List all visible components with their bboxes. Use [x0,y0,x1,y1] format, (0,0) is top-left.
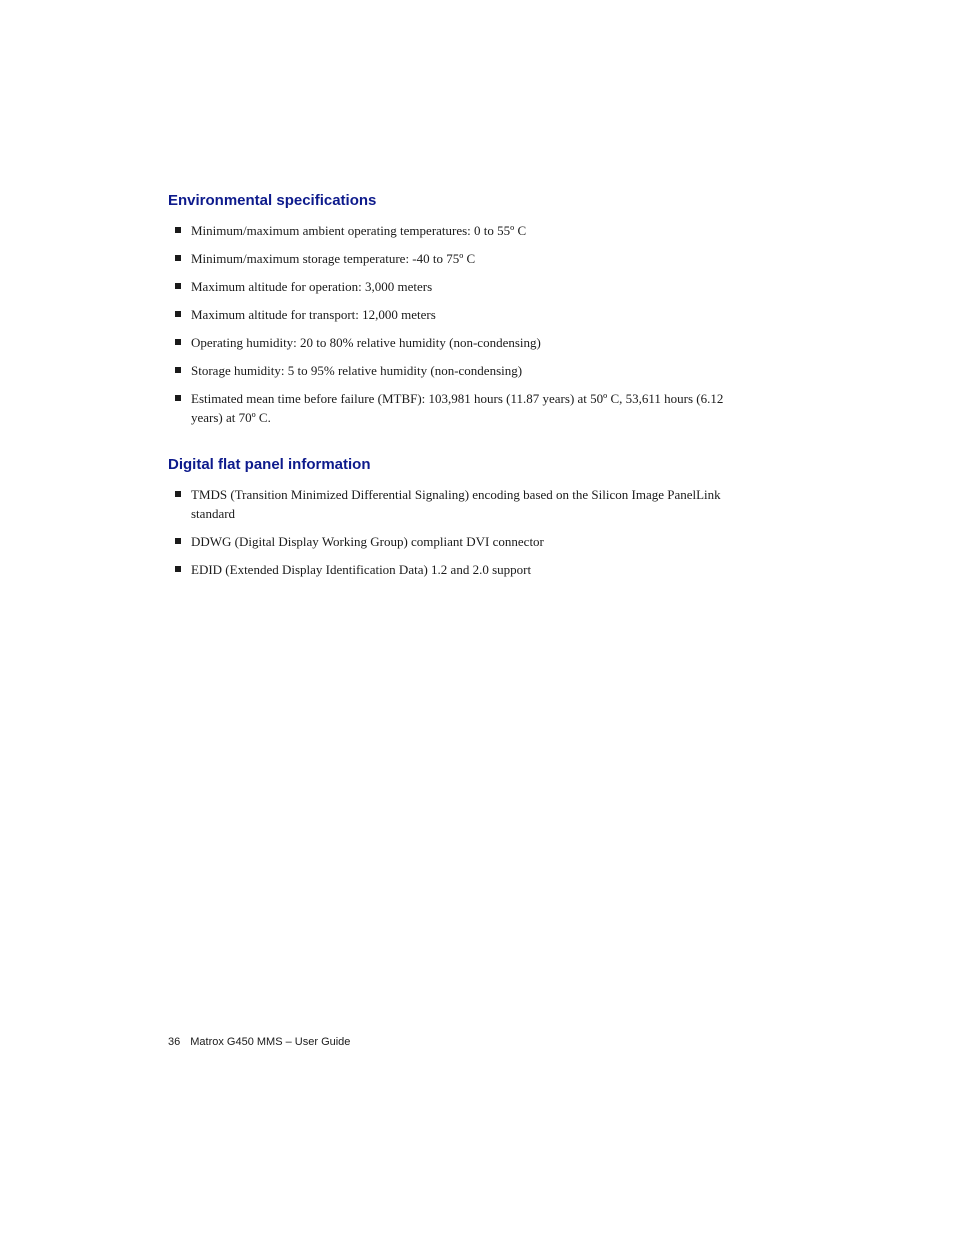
list-item [168,221,736,240]
document-title: Matrox G450 MMS – User Guide [190,1036,351,1048]
page-footer [168,1035,350,1049]
list-item [168,361,736,380]
square-bullet-icon [175,311,181,317]
list-item-text: Operating humidity: 20 to 80% relative humidity (non-condensing) [191,335,541,350]
square-bullet-icon [175,367,181,373]
list-item-text: Maximum altitude for operation: 3,000 meters [191,279,433,294]
list-item-text: EDID (Extended Display Identification Data) 1.2 and 2.0 support [191,562,532,577]
list-item [168,305,736,324]
digital-flat-panel-section [168,455,748,588]
bullet-list [168,221,748,427]
list-item-text: Minimum/maximum storage temperature: -40 to 75º C [191,251,476,266]
list-item-text: Maximum altitude for transport: 12,000 meters [191,307,436,322]
list-item [168,249,736,268]
section-heading: Environmental specifications [168,192,377,209]
list-item [168,560,736,579]
list-item-text: Minimum/maximum ambient operating temperatures: 0 to 55º C [191,223,527,238]
section-heading: Digital flat panel information [168,456,371,473]
bullet-list [168,485,748,579]
square-bullet-icon [175,255,181,261]
environmental-specifications-section [168,191,748,436]
list-item [168,532,736,551]
square-bullet-icon [175,538,181,544]
square-bullet-icon [175,395,181,401]
page-number: 36 [168,1036,181,1048]
square-bullet-icon [175,283,181,289]
list-item [168,333,736,352]
square-bullet-icon [175,491,181,497]
list-item-text: DDWG (Digital Display Working Group) compliant DVI connector [191,534,544,549]
list-item-text: TMDS (Transition Minimized Differential Signaling) encoding based on the Silicon Image PanelLink standard [191,487,721,521]
list-item [168,277,736,296]
list-item-text: Estimated mean time before failure (MTBF): 103,981 hours (11.87 years) at 50º C, 53,611 hours (6.12 years) at 70º C. [191,391,724,425]
square-bullet-icon [175,339,181,345]
list-item-text: Storage humidity: 5 to 95% relative humidity (non-condensing) [191,363,523,378]
square-bullet-icon [175,227,181,233]
list-item [168,389,736,427]
square-bullet-icon [175,566,181,572]
list-item [168,485,736,523]
